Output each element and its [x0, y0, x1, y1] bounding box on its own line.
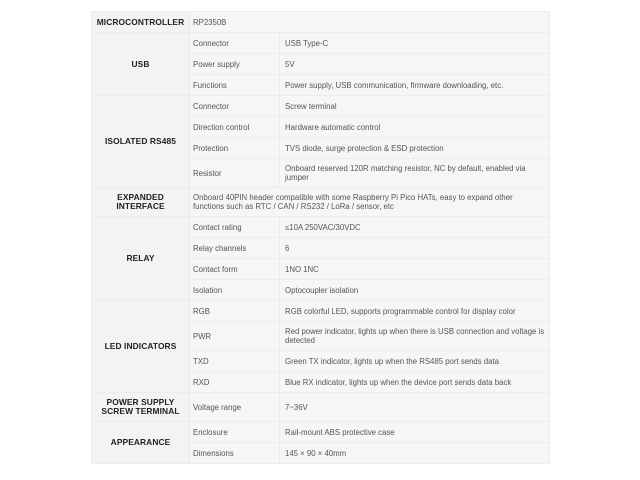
spec-value: Screw terminal [280, 96, 550, 117]
category-label-line: POWER SUPPLY [106, 397, 175, 407]
spec-value: 6 [280, 238, 550, 259]
table-row [92, 217, 550, 238]
category-microcontroller: MICROCONTROLLER [92, 12, 190, 33]
spec-value: 5V [280, 54, 550, 75]
spec-key: TXD [190, 351, 280, 372]
spec-table [91, 11, 550, 464]
table-row [92, 33, 550, 54]
spec-key: Voltage range [190, 393, 280, 422]
spec-value: Rail-mount ABS protective case [280, 422, 550, 443]
category-relay: RELAY [92, 217, 190, 301]
spec-value: 145 × 90 × 40mm [280, 443, 550, 464]
spec-key: Connector [190, 33, 280, 54]
spec-value: 1NO 1NC [280, 259, 550, 280]
category-power-supply [92, 393, 190, 422]
table-row [92, 188, 550, 217]
spec-key: Protection [190, 138, 280, 159]
spec-value: 7~36V [280, 393, 550, 422]
spec-key: Contact form [190, 259, 280, 280]
table-row [92, 393, 550, 422]
spec-value: Red power indicator, lights up when there is USB connection and voltage is detected [280, 322, 550, 351]
spec-value: Hardware automatic control [280, 117, 550, 138]
spec-key: Relay channels [190, 238, 280, 259]
spec-key: Power supply [190, 54, 280, 75]
spec-value: Optocoupler isolation [280, 280, 550, 301]
spec-value: TVS diode, surge protection & ESD protection [280, 138, 550, 159]
category-isolated-rs485: ISOLATED RS485 [92, 96, 190, 188]
expanded-interface-value: Onboard 40PIN header compatible with some Raspberry Pi Pico HATs, easy to expand other functions such as RTC / CAN / RS232 / LoRa / sensor, etc [190, 188, 550, 217]
table-row [92, 96, 550, 117]
category-led-indicators: LED INDICATORS [92, 301, 190, 393]
category-appearance: APPEARANCE [92, 422, 190, 464]
category-label-line: EXPANDED [117, 192, 164, 202]
spec-key: Enclosure [190, 422, 280, 443]
table-row [92, 12, 550, 33]
spec-value: ≤10A 250VAC/30VDC [280, 217, 550, 238]
spec-key: Dimensions [190, 443, 280, 464]
table-row [92, 301, 550, 322]
category-expanded-interface [92, 188, 190, 217]
category-usb: USB [92, 33, 190, 96]
spec-key: Connector [190, 96, 280, 117]
category-label-line: INTERFACE [116, 201, 165, 211]
spec-value: Green TX indicator, lights up when the RS485 port sends data [280, 351, 550, 372]
spec-value: USB Type-C [280, 33, 550, 54]
spec-key: Direction control [190, 117, 280, 138]
spec-key: Resistor [190, 159, 280, 188]
spec-key: RXD [190, 372, 280, 393]
spec-value: Onboard reserved 120R matching resistor, NC by default, enabled via jumper [280, 159, 550, 188]
spec-key: Functions [190, 75, 280, 96]
spec-key: Isolation [190, 280, 280, 301]
spec-key: RGB [190, 301, 280, 322]
microcontroller-value: RP2350B [190, 12, 550, 33]
category-label-line: SCREW TERMINAL [101, 406, 180, 416]
spec-value: Blue RX indicator, lights up when the device port sends data back [280, 372, 550, 393]
spec-value: RGB colorful LED, supports programmable control for display color [280, 301, 550, 322]
spec-key: Contact rating [190, 217, 280, 238]
spec-key: PWR [190, 322, 280, 351]
spec-value: Power supply, USB communication, firmware downloading, etc. [280, 75, 550, 96]
table-row [92, 422, 550, 443]
